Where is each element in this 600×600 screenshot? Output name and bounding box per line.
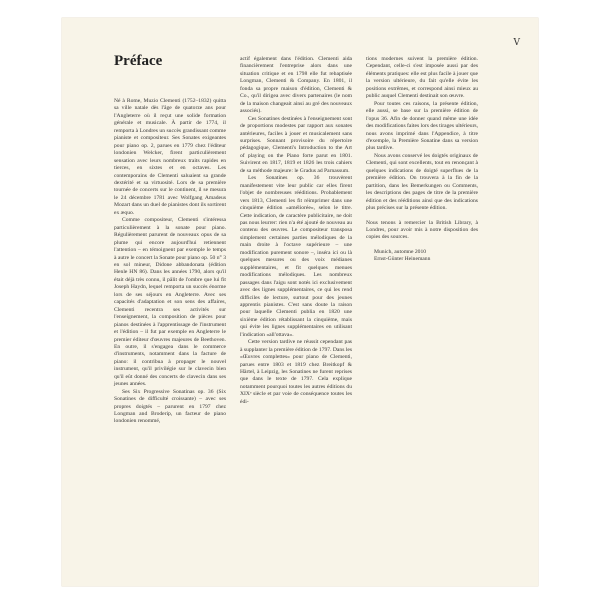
paragraph: Les Sonatines op. 36 trouvèrent manifestement vite leur public car elles firent l'objet de nombreuses rééditions. Probablement vers 1813, Clementi les fit réimprimer dans une cinquième édition «améliorée», selon le titre. Cette indication, de caractère publicitaire, ne doit pas nous leurrer: rien n'a été ajouté de nouveau au contenu des œuvres. Le compositeur transposa simplement certaines parties mélodiques de la main droite à l'octave supérieure – une modification purement sonore –, inséra ici ou là quelques mesures ou des voix médianes supplémentaires, et fit quelques menues modifications mélodiques. Les nombreux passages dans l'aigu sont notés ici exclusivement avec des lignes supplémentaires, ce qui les rend difficiles de lecture, surtout pour des jeunes apprentis pianistes. C'est sans doute la raison pour laquelle Clementi publia en 1820 une sixième édition rétablissant la cinquième, mais qui évite les lignes supplémentaires en utilisant l'indication «all'ottava». [240, 175, 352, 338]
document-page [62, 18, 538, 586]
paragraph: Comme compositeur, Clementi s'intéressa particulièrement à la sonate pour piano. Régulièrement parurent de nouveaux opus de sa plume qui encore aujourd'hui retiennent l'attention – en témoignent par exemple le temps à autre le concert la Sonate pour piano op. 50 n° 3 en sol mineur, Didone abbandonata (édition Henle HN 86). Dans les années 1790, alors qu'il était déjà très connu, il pâlit de l'ombre que lui fit Joseph Haydn, lequel remporta un succès énorme lors de ses séjours en Angleterre. Avec ses capacités d'adaptation et son sens des affaires, Clementi recentra ses activités sur l'enseignement, la composition de pièces pour pianos destinées à l'apprentissage de l'instrument et l'édition – il fut par exemple en Angleterre le premier éditeur d'œuvres majeures de Beethoven. En outre, il s'engagea dans le commerce d'instruments, notamment dans la facture de piano: il contribua à propager le nouvel instrument, qu'il privilégie sur le clavecin bien qu'il eût donné des concerts de clavecin dans ses jeunes années. [114, 217, 226, 388]
paragraph: actif également dans l'édition. Clementi aida financièrement l'entreprise alors dans une situation critique et en 1798 elle fut rebaptisée Longman, Clementi & Company. En 1801, il fonda sa propre maison d'édition, Clementi & Co., qu'il dirigea avec divers partenaires (le nom de la maison changeait ainsi au gré des nouveaux associés). [240, 56, 352, 115]
text-column-2 [240, 56, 352, 406]
paragraph: Nous tenons à remercier la British Library, à Londres, pour avoir mis à notre disposition des copies des sources. [366, 219, 478, 241]
paragraph: Ses Six Progressive Sonatinas op. 36 (Six Sonatines de difficulté croissante) – avec ses propres doigtés – parurent en 1797 chez Longman and Broderip, un facteur de piano londonien renommé, [114, 388, 226, 425]
paragraph: Nous avons conservé les doigtés originaux de Clementi, qui sont excellents, tout en renonçant à quelques indications de doigté superflues de la première édition. On trouvera à la fin de la partition, dans les Bemerkungen ou Comments, les descriptions des pages de titre de la première édition et des rééditions ainsi que des indications plus précises sur la présente édition. [366, 152, 478, 212]
paragraph: Cette version tardive ne réussit cependant pas à supplanter la première édition de 1797. Dans les «Œuvres complettes» pour piano de Clementi, parues entre 1803 et 1819 chez Breitkopf & Härtel, à Leipzig, les Sonatines ne furent reprises que dans le texte de 1797. Cela explique notamment pourquoi toutes les autres éditions du XIXᵉ siècle et par voie de conséquence toutes les édi- [240, 339, 352, 405]
text-column-1 [114, 98, 226, 426]
paragraph: tions modernes suivent la première édition. Cependant, celle-ci s'est imposée aussi par des éléments pratiques: elle est plus facile à jouer que la version ultérieure, du fait qu'elle évite les positions extrêmes, et correspond ainsi mieux au public auquel Clementi destinait son œuvre. [366, 56, 478, 100]
paragraph: Né à Rome, Muzio Clementi (1752–1832) quitta sa ville natale dès l'âge de quatorze ans pour l'Angleterre où il reçut une solide formation générale et musicale. À partir de 1774, il remporta à Londres un succès grandissant comme pianiste et compositeur. Ses Sonates exigeantes pour piano op. 2, parues en 1779 chez l'éditeur londonien Welcker, firent particulièrement sensation avec leurs nombreux traits rapides en tierces, en sixtes et en octaves. Les contemporains de Clementi saluaient sa grande dextérité et sa virtuosité. Lors de sa première tournée de concerts sur le continent, il se mesura le 24 décembre 1781 avec Wolfgang Amadeus Mozart dans un duel de pianistes dont ils sortirent ex æquo. [114, 98, 226, 216]
paragraph: Ces Sonatines destinées à l'enseignement sont de proportions modestes par rapport aux sonates antérieures, faciles à jouer et musicalement sans surprises. Sonnant provisoire du répertoire pédagogique, Clementi's Introduction to the Art of playing on the Piano forte parut en 1801. Suivirent en 1817, 1819 et 1826 les trois cahiers de sa méthode majeure: le Gradus ad Parnassum. [240, 115, 352, 174]
page-number: V [513, 38, 520, 48]
signature-author: Ernst-Günter Heinemann [374, 256, 431, 263]
paragraph: Pour toutes ces raisons, la présente édition, elle aussi, se base sur la première édition de l'opus 36. Afin de donner quand même une idée des modifications faites lors des tirages ultérieurs, nous avons imprimé dans l'Appendice, à titre d'exemple, la Première Sonatine dans sa version plus tardive. [366, 100, 479, 152]
text-column-3 [366, 56, 478, 264]
signature-place-date: Munich, automne 2010 [374, 248, 427, 255]
page-title: Préface [114, 53, 163, 69]
